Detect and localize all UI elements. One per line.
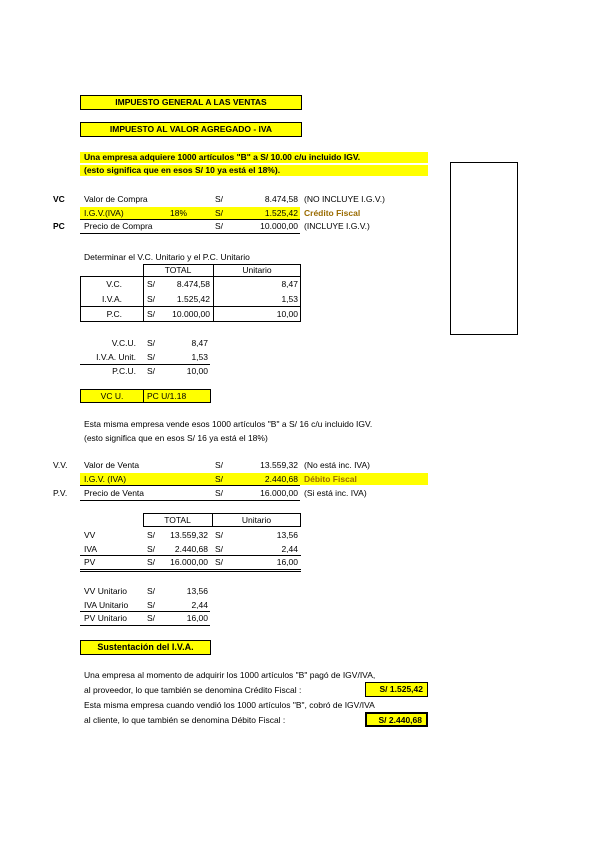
unit1-label: P.C.U. — [112, 366, 136, 376]
intro1-line2: (esto significa que en esos S/ 10 ya está el 18%). — [80, 165, 428, 176]
currency: S/ — [215, 460, 224, 470]
note: (NO INCLUYE I.G.V.) — [304, 194, 385, 204]
note: (Si está inc. IVA) — [304, 488, 367, 498]
table2-label: VV — [84, 530, 96, 540]
table1-label: P.C. — [106, 309, 122, 319]
table1-currency: S/ — [147, 294, 156, 304]
table2-unit: 16,00 — [276, 557, 298, 567]
underline — [80, 233, 300, 234]
unit2-value: 16,00 — [186, 613, 208, 623]
unit2-label: IVA Unitario — [84, 600, 129, 610]
sustentacion-line1: Una empresa al momento de adquirir los 1000 artículos "B" pagó de IGV/IVA, — [84, 670, 376, 680]
currency: S/ — [215, 221, 224, 231]
determinar-text: Determinar el V.C. Unitario y el P.C. Unitario — [84, 252, 250, 262]
table2-currency: S/ — [147, 530, 156, 540]
table2-currency2: S/ — [215, 530, 224, 540]
label: I.G.V. (IVA) — [84, 474, 127, 484]
table2-currency2: S/ — [215, 544, 224, 554]
note: Débito Fiscal — [304, 474, 357, 484]
unit1-value: 1,53 — [191, 352, 208, 362]
underline — [80, 219, 300, 220]
table2-currency2: S/ — [215, 557, 224, 567]
sustentacion-line2: al proveedor, lo que también se denomina Crédito Fiscal : — [84, 685, 302, 695]
table2-line — [80, 569, 301, 570]
sustentacion-line3: Esta misma empresa cuando vendió los 1000 artículos "B", cobró de IGV/IVA — [84, 700, 375, 710]
label: Precio de Compra — [84, 221, 153, 231]
label: Precio de Venta — [84, 488, 145, 498]
currency: S/ — [215, 488, 224, 498]
amount: 13.559,32 — [260, 460, 298, 470]
unit2-currency: S/ — [147, 613, 156, 623]
underline — [80, 500, 300, 501]
sub-title: IMPUESTO AL VALOR AGREGADO - IVA — [80, 122, 302, 137]
unit1-value: 8,47 — [191, 338, 208, 348]
amount: 16.000,00 — [260, 488, 298, 498]
table1-total: 1.525,42 — [176, 294, 210, 304]
credito-fiscal-box: S/ 1.525,42 — [365, 682, 428, 697]
table2-line — [80, 555, 301, 556]
unit2-line — [80, 625, 210, 626]
unit2-label: PV Unitario — [84, 613, 127, 623]
code: P.V. — [53, 488, 68, 498]
table1-total: 8.474,58 — [176, 279, 210, 289]
table1-header-total: TOTAL — [164, 265, 192, 275]
debito-fiscal-box: S/ 2.440,68 — [365, 712, 428, 727]
unit2-label: VV Unitario — [84, 586, 127, 596]
table2-unit: 13,56 — [276, 530, 298, 540]
currency: S/ — [215, 194, 224, 204]
note: (INCLUYE I.G.V.) — [304, 221, 370, 231]
empty-frame — [450, 162, 518, 335]
table1-unit: 8,47 — [281, 279, 298, 289]
amount: 8.474,58 — [264, 194, 298, 204]
pct: 18% — [170, 208, 188, 218]
amount: 2.440,68 — [264, 474, 298, 484]
code: VC — [53, 194, 65, 204]
unit2-value: 13,56 — [186, 586, 208, 596]
currency: S/ — [215, 208, 224, 218]
currency: S/ — [215, 474, 224, 484]
table2-unit: 2,44 — [281, 544, 298, 554]
table2-total: 2.440,68 — [174, 544, 208, 554]
unit1-label: V.C.U. — [111, 338, 136, 348]
table2-total: 13.559,32 — [170, 530, 208, 540]
unit2-value: 2,44 — [191, 600, 208, 610]
unit1-currency: S/ — [147, 338, 156, 348]
unit1-currency: S/ — [147, 366, 156, 376]
label: Valor de Venta — [84, 460, 140, 470]
code: PC — [53, 221, 65, 231]
unit2-line — [80, 611, 210, 612]
table1-total: 10.000,00 — [172, 309, 210, 319]
table2-header-unit: Unitario — [241, 515, 272, 525]
table2-line — [80, 571, 301, 572]
table1-header-unit: Unitario — [242, 265, 272, 275]
note: (No está inc. IVA) — [304, 460, 370, 470]
intro2-line2: (esto significa que en esos S/ 16 ya está el 18%) — [84, 433, 268, 443]
table1-unit: 1,53 — [281, 294, 298, 304]
label: Valor de Compra — [84, 194, 148, 204]
table1-currency: S/ — [147, 309, 156, 319]
unit1-label: I.V.A. Unit. — [96, 352, 136, 362]
table2-label: PV — [84, 557, 96, 567]
underline — [80, 485, 300, 486]
amount: 1.525,42 — [264, 208, 298, 218]
main-title: IMPUESTO GENERAL A LAS VENTAS — [80, 95, 302, 110]
table2-label: IVA — [84, 544, 98, 554]
sustentacion-title: Sustentación del I.V.A. — [80, 640, 211, 655]
table1-label: V.C. — [106, 279, 122, 289]
unit1-currency: S/ — [147, 352, 156, 362]
vcu-label-box: VC U. — [80, 389, 144, 403]
unit1-value: 10,00 — [186, 366, 208, 376]
intro1-line1: Una empresa adquiere 1000 artículos "B" a S/ 10.00 c/u incluido IGV. — [80, 152, 428, 163]
unit2-currency: S/ — [147, 586, 156, 596]
table1-row-line — [80, 306, 301, 307]
table2-total: 16.000,00 — [170, 557, 208, 567]
note: Crédito Fiscal — [304, 208, 361, 218]
amount: 10.000,00 — [260, 221, 298, 231]
label: I.G.V.(IVA) — [84, 208, 124, 218]
unit2-currency: S/ — [147, 600, 156, 610]
table1-currency: S/ — [147, 279, 156, 289]
table1-label: I.V.A. — [101, 294, 122, 304]
sustentacion-line4: al cliente, lo que también se denomina Débito Fiscal : — [84, 715, 286, 725]
intro2-line1: Esta misma empresa vende esos 1000 artículos "B" a S/ 16 c/u incluido IGV. — [84, 419, 373, 429]
code: V.V. — [53, 460, 68, 470]
table2-currency: S/ — [147, 557, 156, 567]
table2-header-total: TOTAL — [164, 515, 191, 525]
table2-currency: S/ — [147, 544, 156, 554]
vcu-formula-box: PC U/1.18 — [143, 389, 211, 403]
unit1-line — [80, 364, 210, 365]
table1-unit: 10,00 — [276, 309, 298, 319]
